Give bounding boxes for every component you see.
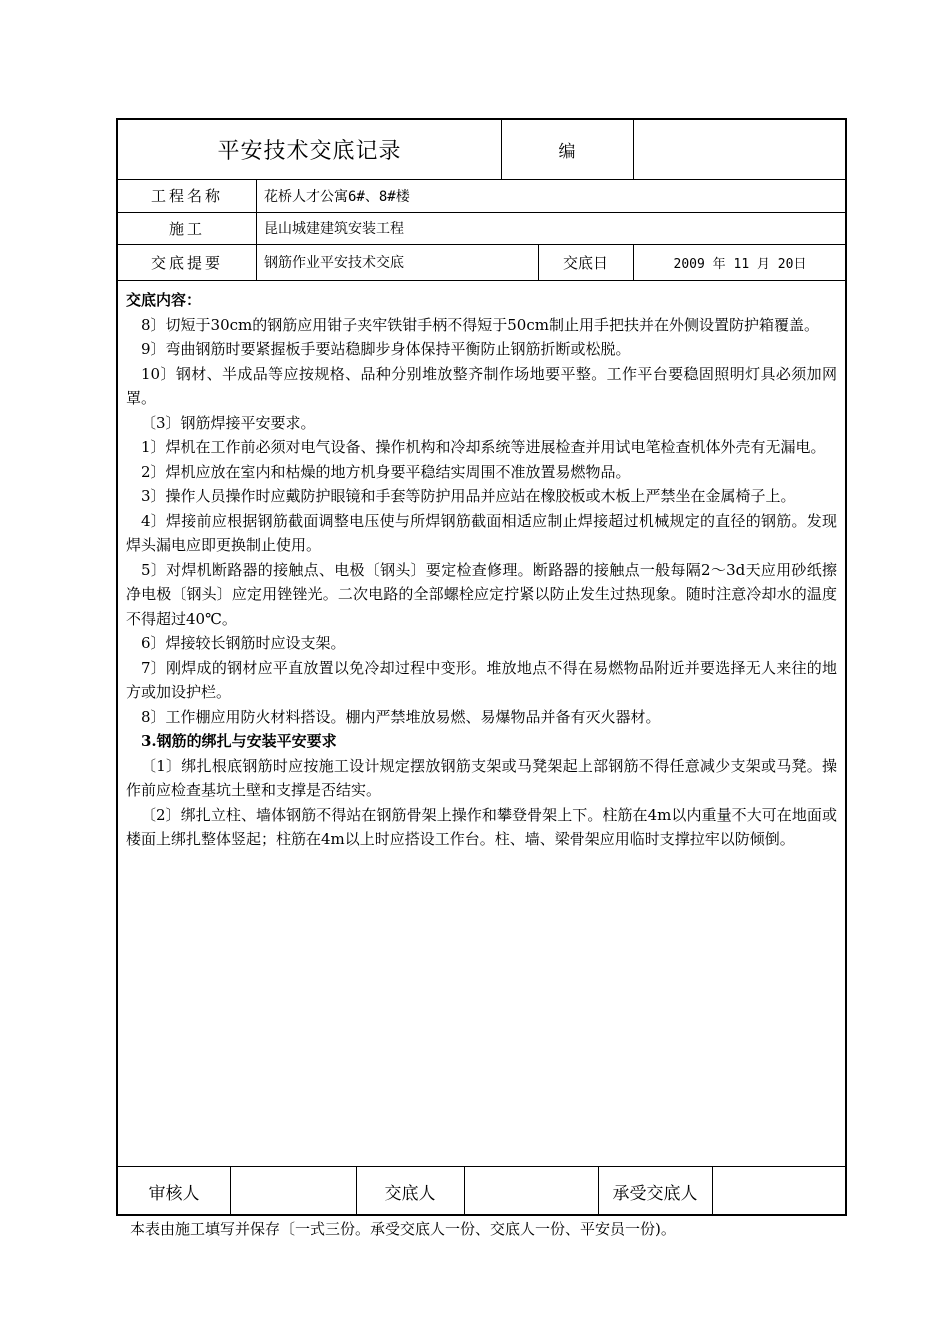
row-divider — [118, 280, 845, 281]
section-title: 3.钢筋的绑扎与安装平安要求 — [141, 732, 337, 750]
content-paragraph: 5〕对焊机断路器的接触点、电极〔钢头〕要定检查修理。断路器的接触点一般每隔2～3d天应用砂纸擦净电极〔钢头〕应定用锉锉光。二次电路的全部螺栓应定拧紧以防止发生过热现象。随时注意冷却水的温度不得超过40℃。 — [126, 560, 837, 628]
construction-value: 昆山城建建筑安装工程 — [264, 221, 404, 237]
reviewer-label: 审核人 — [148, 1183, 200, 1204]
construction-label: 施工 — [168, 219, 205, 238]
number-label: 编 — [558, 142, 576, 162]
footnote: 本表由施工填写并保存〔一式三份。承受交底人一份、交底人一份、平安员一份)。 — [130, 1220, 676, 1238]
content-paragraph: 4〕焊接前应根据钢筋截面调整电压使与所焊钢筋截面相适应制止焊接超过机械规定的直径的钢筋。发现焊头漏电应即更换制止使用。 — [126, 511, 837, 554]
content-paragraph: 1〕焊机在工作前必须对电气设备、操作机构和冷却系统等进展检查并用试电笔检查机体外壳有无漏电。 — [141, 438, 826, 456]
summary-label: 交底提要 — [150, 253, 223, 272]
form-title: 平安技术交底记录 — [217, 139, 402, 164]
content-paragraph: 8〕工作棚应用防火材料搭设。棚内严禁堆放易燃、易爆物品并备有灭火器材。 — [141, 707, 661, 726]
receiver-label: 承受交底人 — [612, 1183, 698, 1204]
content-paragraph: 〔1〕绑扎根底钢筋时应按施工设计规定摆放钢筋支架或马凳架起上部钢筋不得任意减少支架或马凳。操作前应检查基坑土壁和支撑是否结实。 — [126, 756, 837, 799]
disclosure-content — [126, 288, 837, 852]
content-paragraph: 6〕焊接较长钢筋时应设支架。 — [141, 634, 346, 652]
content-paragraph: 3〕操作人员操作时应戴防护眼镜和手套等防护用品并应站在橡胶板或木板上严禁坐在金属椅子上。 — [141, 487, 796, 505]
date-label: 交底日 — [562, 253, 608, 272]
number-value — [633, 120, 847, 179]
date-value: 2009 年 11 月 20日 — [673, 256, 807, 272]
project-name-value: 花桥人才公寓6#、8#楼 — [264, 188, 410, 205]
disclosure-form — [116, 118, 847, 1216]
content-paragraph: 7〕刚焊成的钢材应平直放置以免冷却过程中变形。堆放地点不得在易燃物品附近并要选择无人来往的地方或加设护栏。 — [126, 658, 837, 701]
content-paragraph: 〔3〕钢筋焊接平安要求。 — [141, 413, 316, 432]
content-paragraph: 9〕弯曲钢筋时要紧握板手要站稳脚步身体保持平衡防止钢筋折断或松脱。 — [141, 340, 631, 358]
col-divider — [256, 179, 257, 280]
summary-value: 钢筋作业平安技术交底 — [264, 255, 404, 271]
presenter-value — [464, 1166, 598, 1216]
receiver-value — [712, 1166, 847, 1216]
content-paragraph: 10〕钢材、半成品等应按规格、品种分别堆放整齐制作场地要平整。工作平台要稳固照明灯具必须加网罩。 — [126, 364, 837, 407]
content-heading: 交底内容： — [126, 291, 202, 309]
content-paragraph: 8〕切短于30cm的钢筋应用钳子夹牢铁钳手柄不得短于50cm制止用手把扶并在外侧设置防护箱覆盖。 — [141, 315, 819, 334]
project-name-label: 工程名称 — [150, 187, 223, 205]
reviewer-value — [230, 1166, 356, 1216]
presenter-label: 交底人 — [384, 1183, 436, 1204]
content-paragraph: 〔2〕绑扎立柱、墙体钢筋不得站在钢筋骨架上操作和攀登骨架上下。柱筋在4m以内重量不大可在地面或楼面上绑扎整体竖起；柱筋在4m以上时应搭设工作台。柱、墙、梁骨架应用临时支撑拉牢以防倾倒。 — [126, 805, 837, 848]
content-paragraph: 2〕焊机应放在室内和枯燥的地方机身要平稳结实周围不准放置易燃物品。 — [141, 462, 631, 481]
